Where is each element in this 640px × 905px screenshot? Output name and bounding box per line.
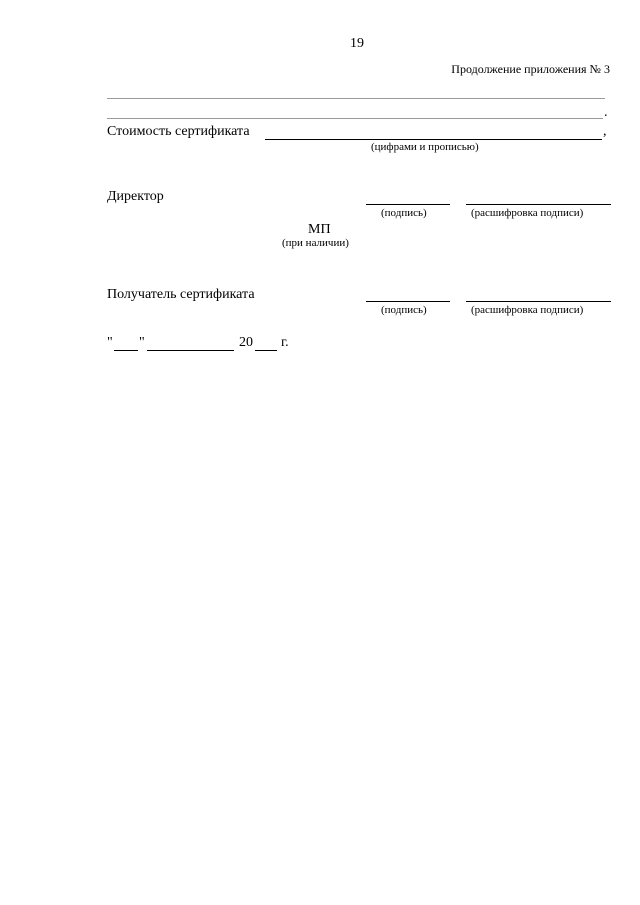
recipient-signature-line[interactable] bbox=[366, 301, 450, 302]
director-decoding-hint: (расшифровка подписи) bbox=[471, 207, 584, 219]
stamp-hint: (при наличии) bbox=[282, 237, 349, 249]
cost-hint: (цифрами и прописью) bbox=[371, 141, 479, 153]
cost-value-line[interactable] bbox=[265, 139, 602, 140]
date-close-quote: " bbox=[139, 335, 145, 350]
header-note: Продолжение приложения № 3 bbox=[451, 62, 610, 76]
cost-label: Стоимость сертификата bbox=[107, 124, 250, 139]
date-year-suffix: г. bbox=[281, 335, 289, 350]
page-number: 19 bbox=[350, 36, 364, 51]
stamp-label: МП bbox=[308, 222, 331, 237]
director-label: Директор bbox=[107, 189, 164, 204]
recipient-signature-hint: (подпись) bbox=[381, 304, 427, 316]
date-year-blank[interactable] bbox=[255, 350, 277, 351]
director-signature-line[interactable] bbox=[366, 204, 450, 205]
date-month-blank[interactable] bbox=[147, 350, 234, 351]
blank-line-1 bbox=[107, 98, 605, 99]
director-signature-hint: (подпись) bbox=[381, 207, 427, 219]
first-line-period: . bbox=[604, 105, 608, 120]
blank-line-2 bbox=[107, 118, 603, 119]
cost-line-comma: , bbox=[603, 124, 607, 139]
recipient-decoding-hint: (расшифровка подписи) bbox=[471, 304, 584, 316]
recipient-decoding-line[interactable] bbox=[466, 301, 611, 302]
date-year-prefix: 20 bbox=[239, 335, 253, 350]
recipient-label: Получатель сертификата bbox=[107, 287, 255, 302]
date-day-blank[interactable] bbox=[114, 350, 138, 351]
date-open-quote: " bbox=[107, 335, 113, 350]
director-decoding-line[interactable] bbox=[466, 204, 611, 205]
